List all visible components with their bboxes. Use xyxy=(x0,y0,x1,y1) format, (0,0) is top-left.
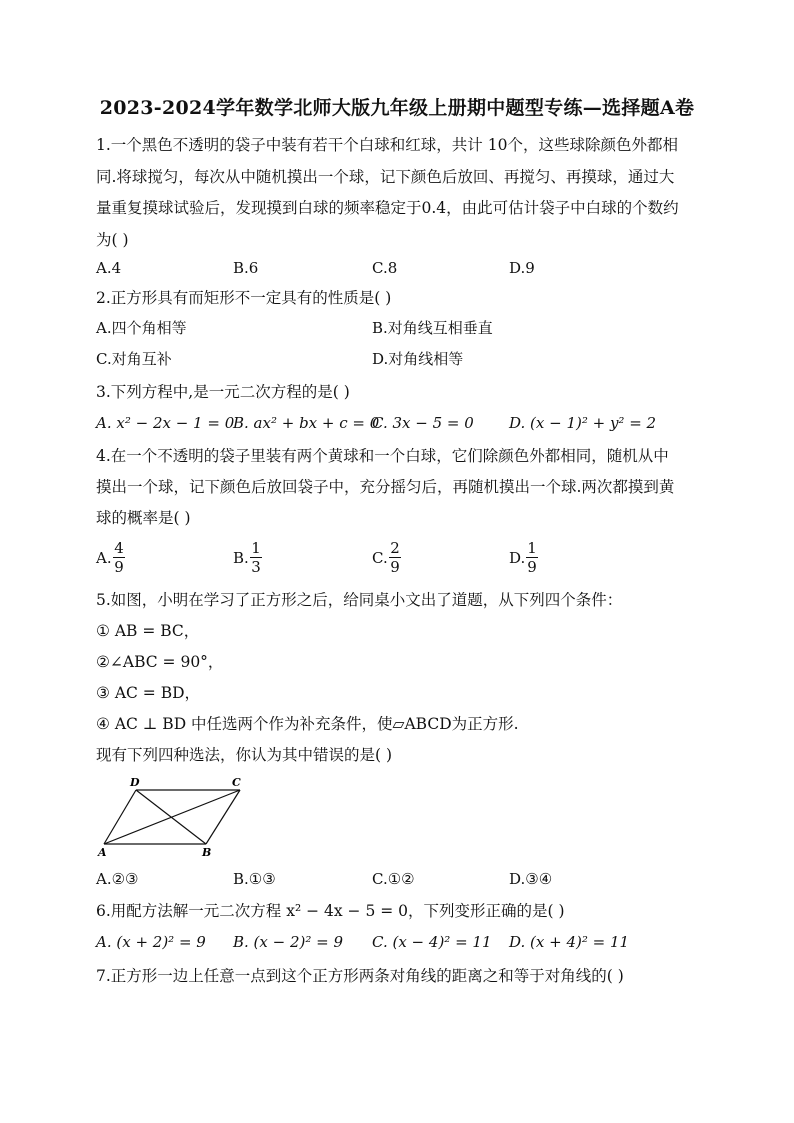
q5-condition-1: ① AB = BC， xyxy=(96,622,200,640)
side-bc xyxy=(206,790,240,844)
q2-option-b[interactable]: B.对角线互相垂直 xyxy=(372,319,493,337)
q4-option-d-letter: D. xyxy=(509,549,526,567)
side-da xyxy=(104,790,136,844)
denominator: 9 xyxy=(114,558,124,576)
q5-condition-4: ④ AC ⊥ BD 中任选两个作为补充条件，使▱ABCD为正方形. xyxy=(96,715,519,733)
q1-line-3: 量重复摸球试验后，发现摸到白球的频率稳定于0.4，由此可估计袋子中白球的个数约 xyxy=(96,199,679,217)
q5-condition-2: ②∠ABC = 90°， xyxy=(96,653,224,671)
q3-option-c[interactable]: C. 3x − 5 = 0 xyxy=(372,414,474,432)
q4-option-c-letter: C. xyxy=(372,549,388,567)
q5-condition-3: ③ AC = BD， xyxy=(96,684,201,702)
q1-line-4: 为( ) xyxy=(96,231,129,249)
vertex-label-d: D xyxy=(130,776,140,789)
q4-option-a-fraction xyxy=(113,539,125,576)
q5-ask: 现有下列四种选法，你认为其中错误的是( ) xyxy=(96,746,393,764)
q3-option-d[interactable]: D. (x − 1)² + y² = 2 xyxy=(509,414,657,432)
q6-option-d[interactable]: D. (x + 4)² = 11 xyxy=(509,933,630,951)
q6-option-a[interactable]: A. (x + 2)² = 9 xyxy=(96,933,206,951)
denominator: 3 xyxy=(251,558,261,576)
q6-option-b[interactable]: B. (x − 2)² = 9 xyxy=(233,933,344,951)
numerator: 1 xyxy=(527,539,537,557)
numerator: 1 xyxy=(251,539,261,557)
q1-option-b[interactable]: B.6 xyxy=(233,259,259,277)
denominator: 9 xyxy=(390,558,400,576)
vertex-label-a: A xyxy=(98,846,107,859)
q5-option-a[interactable]: A.②③ xyxy=(96,870,139,888)
exam-title: 2023-2024学年数学北师大版九年级上册期中题型专练—选择题A卷 xyxy=(99,97,695,119)
q6-stem: 6.用配方法解一元二次方程 x² − 4x − 5 = 0，下列变形正确的是( ) xyxy=(96,902,565,920)
q7-stem: 7.正方形一边上任意一点到这个正方形两条对角线的距离之和等于对角线的( ) xyxy=(96,967,624,985)
q4-option-c-fraction xyxy=(389,539,401,576)
q6-option-c[interactable]: C. (x − 4)² = 11 xyxy=(372,933,492,951)
numerator: 4 xyxy=(114,539,124,557)
q2-option-a[interactable]: A.四个角相等 xyxy=(96,319,187,337)
vertex-label-b: B xyxy=(202,846,212,859)
q1-option-c[interactable]: C.8 xyxy=(372,259,398,277)
q4-option-b-fraction xyxy=(250,539,262,576)
diagonal-bd xyxy=(136,790,206,844)
vertex-label-c: C xyxy=(232,776,241,789)
q5-option-c[interactable]: C.①② xyxy=(372,870,415,888)
q4-option-b-letter: B. xyxy=(233,549,249,567)
q3-stem: 3.下列方程中,是一元二次方程的是( ) xyxy=(96,383,350,401)
q4-line-1: 4.在一个不透明的袋子里装有两个黄球和一个白球，它们除颜色外都相同，随机从中 xyxy=(96,447,669,465)
q2-option-d[interactable]: D.对角线相等 xyxy=(372,350,464,368)
q2-option-c[interactable]: C.对角互补 xyxy=(96,350,172,368)
numerator: 2 xyxy=(390,539,400,557)
q4-option-d-fraction xyxy=(526,539,538,576)
q1-line-2: 同.将球搅匀，每次从中随机摸出一个球，记下颜色后放回、再搅匀、再摸球，通过大 xyxy=(96,168,675,186)
q1-line-1: 1.一个黑色不透明的袋子中装有若干个白球和红球，共计 10个，这些球除颜色外都相 xyxy=(96,136,678,154)
denominator: 9 xyxy=(527,558,537,576)
q5-stem: 5.如图，小明在学习了正方形之后，给同桌小文出了道题，从下列四个条件： xyxy=(96,591,623,609)
parallelogram-figure xyxy=(96,772,256,862)
q3-option-b[interactable]: B. ax² + bx + c = 0 xyxy=(233,414,380,432)
diagonal-ac xyxy=(104,790,240,844)
q5-option-d[interactable]: D.③④ xyxy=(509,870,553,888)
q1-option-a[interactable]: A.4 xyxy=(96,259,122,277)
q3-option-a[interactable]: A. x² − 2x − 1 = 0 xyxy=(96,414,235,432)
q4-line-3: 球的概率是( ) xyxy=(96,509,191,527)
q1-option-d[interactable]: D.9 xyxy=(509,259,535,277)
q4-option-a-letter: A. xyxy=(96,549,112,567)
q4-line-2: 摸出一个球，记下颜色后放回袋子中，充分摇匀后，再随机摸出一个球.两次都摸到黄 xyxy=(96,478,675,496)
q5-option-b[interactable]: B.①③ xyxy=(233,870,276,888)
q2-stem: 2.正方形具有而矩形不一定具有的性质是( ) xyxy=(96,289,392,307)
